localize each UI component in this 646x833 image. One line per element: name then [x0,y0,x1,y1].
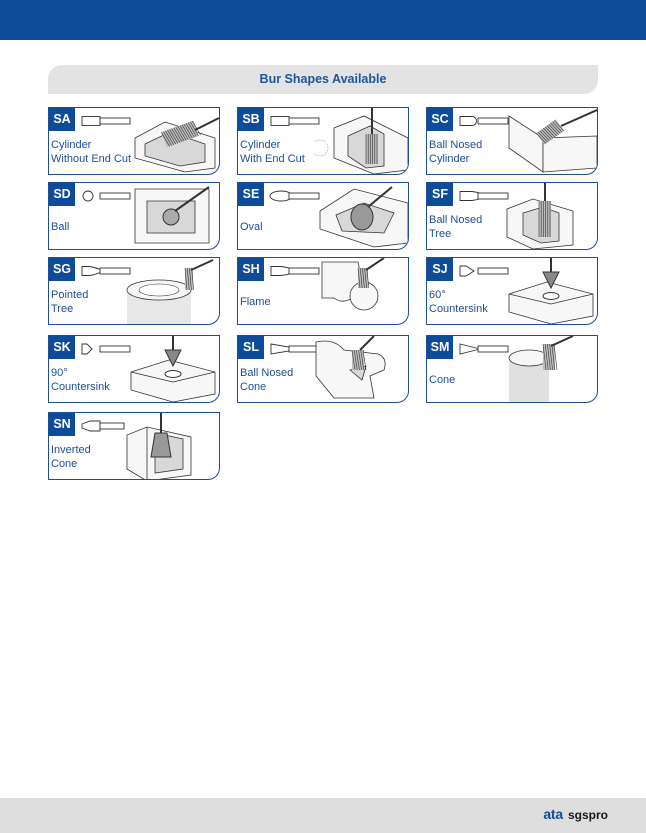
bur-shape-label [51,138,131,166]
brand-logo [543,806,608,822]
bur-shape-label [51,443,91,471]
slot-tree-icon [503,183,597,249]
bur-shape-label-line: Ball [51,221,70,233]
bur-card-se [237,182,409,250]
bur-code-badge: SL [238,336,264,359]
bur-code-badge: SD [49,183,75,206]
bur-shape-label-line: Cylinder [51,139,92,151]
bur-shape-label-line: Flame [240,296,271,308]
bur-shape-label-line: Inverted [51,444,91,456]
bur-shape-label-line: Pointed [51,289,89,301]
bur-shape-label-line: Tree [51,303,74,315]
bur-shape-label-line: Cone [240,381,267,393]
bur-code-badge: SB [238,108,264,131]
bur-card-sh [237,257,409,325]
bur-shape-label [429,288,488,316]
pipe-flame-icon [314,258,408,324]
bur-shape-label [240,138,305,166]
logo-text-sgspro: sgspro [567,808,608,822]
bracket-cone-icon [314,336,408,402]
bur-shape-label [240,366,293,394]
bur-shape-label-line: Ball Nosed [429,139,483,151]
bur-card-sn [48,412,220,480]
bur-shape-label [429,373,455,387]
bur-card-sc [426,107,598,175]
bur-shape-label-line: 90° [51,367,68,379]
bur-code-badge: SA [49,108,75,131]
bur-card-sa [48,107,220,175]
gear-tree-icon [125,258,219,324]
bur-shape-label-line: Cylinder [240,139,281,151]
bur-shape-label [240,295,271,309]
bur-code-badge: SJ [427,258,453,281]
bur-card-sb [237,107,409,175]
logo-text-ata: ata [543,806,563,822]
bur-code-badge: SF [427,183,453,206]
bur-shape-label-line: Countersink [429,303,488,315]
bur-card-sf [426,182,598,250]
angle-plate-cylinder-icon [503,108,597,174]
bur-shape-label [429,138,482,166]
bur-code-badge: SK [49,336,75,359]
top-banner [0,0,646,40]
vise-block-cylinder-icon [125,108,219,174]
bur-code-badge: SE [238,183,264,206]
plate-countersink-icon [125,336,219,402]
bur-card-sj [426,257,598,325]
bur-shape-label-line: Oval [240,221,263,233]
bur-code-badge: SG [49,258,75,281]
bur-shape-label [51,220,69,234]
bur-code-badge: SN [49,413,75,436]
footer-bar [0,798,646,833]
bur-code-badge: SC [427,108,453,131]
bur-shape-label [429,213,482,241]
bur-code-badge: SH [238,258,264,281]
bur-code-badge: SM [427,336,453,359]
bur-shape-label-line: Ball Nosed [429,214,483,226]
bur-shape-label-line: With End Cut [240,153,305,165]
box-ball-icon [125,183,219,249]
slot-cylinder-icon [314,108,408,174]
bur-shape-label-line: Cone [429,374,456,386]
bur-card-sg [48,257,220,325]
bur-shape-label [51,366,110,394]
plate-countersink-icon [503,258,597,324]
bur-card-sd [48,182,220,250]
block-oval-icon [314,183,408,249]
bur-shape-label-line: Countersink [51,381,110,393]
bur-card-sl [237,335,409,403]
bur-shape-label [240,220,263,234]
block-inverted-cone-icon [125,413,219,479]
bur-shape-label-line: Cylinder [429,153,470,165]
section-header [48,65,598,94]
roller-cone-icon [503,336,597,402]
bur-card-sk [48,335,220,403]
bur-card-sm [426,335,598,403]
bur-shape-label-line: Tree [429,228,452,240]
bur-shape-label-line: Ball Nosed [240,367,294,379]
bur-shape-label-line: Without End Cut [51,153,132,165]
section-title: Bur Shapes Available [259,72,387,86]
bur-shape-label [51,288,88,316]
bur-shape-label-line: Cone [51,458,78,470]
bur-shape-label-line: 60° [429,289,446,301]
